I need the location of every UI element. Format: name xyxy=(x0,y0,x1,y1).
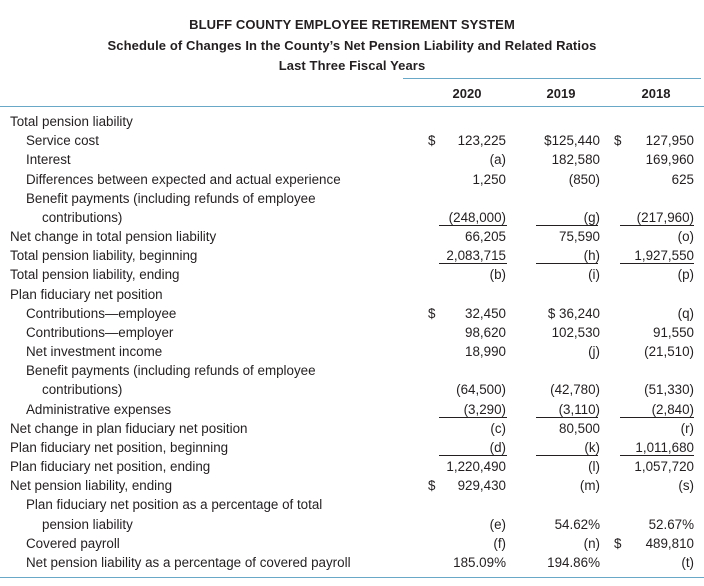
column-header-2020: 2020 xyxy=(452,86,482,101)
cell-2019: 182,580 xyxy=(551,152,600,167)
table-row xyxy=(0,150,704,169)
table-row xyxy=(0,170,704,189)
cell-2019: (i) xyxy=(588,267,600,282)
cell-2018: (p) xyxy=(677,267,694,282)
cell-2019: (l) xyxy=(588,459,600,474)
report-period: Last Three Fiscal Years xyxy=(278,58,426,73)
row-label: Total pension liability xyxy=(10,114,133,129)
cell-2019: 194.86% xyxy=(547,555,600,570)
row-label: Contributions—employee xyxy=(26,306,177,321)
cell-2020: 1,250 xyxy=(472,172,506,187)
row-label: Net change in total pension liability xyxy=(10,229,217,244)
table-row xyxy=(0,285,704,304)
table-row xyxy=(0,342,704,361)
cell-2019: (m) xyxy=(579,478,600,493)
cell-2018: (s) xyxy=(678,478,694,493)
column-header-rule xyxy=(0,106,704,107)
cell-2019: $125,440 xyxy=(544,133,600,148)
row-label: Plan fiduciary net position, beginning xyxy=(10,440,229,455)
row-label: pension liability xyxy=(42,517,133,532)
dollar-sign: $ xyxy=(428,133,436,148)
cell-2020: (b) xyxy=(489,267,506,282)
row-label: Plan fiduciary net position xyxy=(10,287,163,302)
cell-2020: 2,083,715 xyxy=(446,248,506,263)
cell-2020: (248,000) xyxy=(448,210,506,225)
row-label: Plan fiduciary net position as a percentage of total xyxy=(26,497,323,512)
row-label: Interest xyxy=(26,152,71,167)
subtotal-underline xyxy=(439,417,507,418)
cell-2020: 1,220,490 xyxy=(446,459,506,474)
row-label: Benefit payments (including refunds of employee xyxy=(26,191,316,206)
row-label: Total pension liability, ending xyxy=(10,267,180,282)
row-label: Total pension liability, beginning xyxy=(10,248,198,263)
table-row xyxy=(0,553,704,572)
table-row xyxy=(0,246,704,265)
subtotal-underline xyxy=(620,263,694,264)
subtotal-underline xyxy=(439,225,507,226)
row-label: Service cost xyxy=(26,133,99,148)
row-label: Net investment income xyxy=(26,344,163,359)
table-row xyxy=(0,476,704,495)
cell-2018: (21,510) xyxy=(644,344,694,359)
table-row xyxy=(0,304,704,323)
cell-2020: 98,620 xyxy=(465,325,506,340)
table-row xyxy=(0,131,704,150)
table-row xyxy=(0,265,704,284)
cell-2018: 52.67% xyxy=(648,517,694,532)
row-label: Net pension liability, ending xyxy=(10,478,173,493)
row-label: contributions) xyxy=(42,382,123,397)
cell-2019: (850) xyxy=(568,172,600,187)
cell-2020: (f) xyxy=(493,536,506,551)
cell-2020: (d) xyxy=(489,440,506,455)
cell-2020: (e) xyxy=(489,517,506,532)
column-header-2019: 2019 xyxy=(546,86,576,101)
cell-2019: $ 36,240 xyxy=(547,306,600,321)
subtotal-underline xyxy=(620,455,694,456)
dollar-sign: $ xyxy=(614,133,622,148)
cell-2020: 185.09% xyxy=(453,555,506,570)
dollar-sign: $ xyxy=(614,536,622,551)
cell-2019: (j) xyxy=(588,344,600,359)
cell-2019: (g) xyxy=(583,210,600,225)
cell-2018: 625 xyxy=(671,172,694,187)
cell-2019: 75,590 xyxy=(559,229,600,244)
subtotal-underline xyxy=(536,417,598,418)
row-label: Net pension liability as a percentage of covered payroll xyxy=(26,555,351,570)
cell-2018: (r) xyxy=(680,421,694,436)
cell-2020: 32,450 xyxy=(465,306,506,321)
cell-2020: (c) xyxy=(490,421,506,436)
table-row xyxy=(0,208,704,227)
cell-2019: 54.62% xyxy=(554,517,600,532)
cell-2018: (217,960) xyxy=(636,210,694,225)
cell-2019: (k) xyxy=(584,440,600,455)
report-title: BLUFF COUNTY EMPLOYEE RETIREMENT SYSTEM xyxy=(189,17,515,32)
cell-2019: (n) xyxy=(583,536,600,551)
row-label: Administrative expenses xyxy=(26,402,172,417)
subtotal-underline xyxy=(620,225,694,226)
subtotal-underline xyxy=(536,455,598,456)
row-label: Differences between expected and actual experience xyxy=(26,172,341,187)
cell-2020: (a) xyxy=(489,152,506,167)
table-row xyxy=(0,323,704,342)
cell-2020: (3,290) xyxy=(463,402,506,417)
cell-2019: 102,530 xyxy=(551,325,600,340)
bottom-rule xyxy=(0,577,704,578)
cell-2018: 91,550 xyxy=(653,325,694,340)
table-row xyxy=(0,400,704,419)
table-row xyxy=(0,361,704,380)
cell-2018: (51,330) xyxy=(644,382,694,397)
row-label: contributions) xyxy=(42,210,123,225)
subtotal-underline xyxy=(439,263,507,264)
table-row xyxy=(0,419,704,438)
cell-2018: (t) xyxy=(681,555,694,570)
table-row xyxy=(0,112,704,131)
subtotal-underline xyxy=(620,417,694,418)
table-row xyxy=(0,380,704,399)
cell-2018: 1,057,720 xyxy=(634,459,694,474)
dollar-sign: $ xyxy=(428,478,436,493)
cell-2018: 1,011,680 xyxy=(635,440,694,455)
cell-2018: (q) xyxy=(677,306,694,321)
cell-2020: 123,225 xyxy=(457,133,506,148)
table-row xyxy=(0,534,704,553)
cell-2019: (3,110) xyxy=(558,402,600,417)
cell-2018: 127,950 xyxy=(645,133,694,148)
cell-2019: (h) xyxy=(583,248,600,263)
cell-2018: (2,840) xyxy=(651,402,694,417)
table-row xyxy=(0,227,704,246)
row-label: Covered payroll xyxy=(26,536,120,551)
cell-2018: 169,960 xyxy=(645,152,694,167)
dollar-sign: $ xyxy=(428,306,436,321)
row-label: Benefit payments (including refunds of employee xyxy=(26,363,316,378)
cell-2020: (64,500) xyxy=(456,382,506,397)
cell-2019: (42,780) xyxy=(550,382,600,397)
cell-2020: 18,990 xyxy=(465,344,506,359)
cell-2018: 1,927,550 xyxy=(634,248,694,263)
row-label: Contributions—employer xyxy=(26,325,174,340)
subtotal-underline xyxy=(536,263,598,264)
header-rule xyxy=(403,78,701,79)
row-label: Net change in plan fiduciary net position xyxy=(10,421,248,436)
table-row xyxy=(0,457,704,476)
subtotal-underline xyxy=(536,225,598,226)
table-row xyxy=(0,189,704,208)
table-row xyxy=(0,438,704,457)
cell-2018: (o) xyxy=(677,229,694,244)
report-subtitle: Schedule of Changes In the County’s Net Pension Liability and Related Ratios xyxy=(107,38,597,53)
cell-2020: 66,205 xyxy=(465,229,506,244)
table-row xyxy=(0,515,704,534)
row-label: Plan fiduciary net position, ending xyxy=(10,459,211,474)
column-header-2018: 2018 xyxy=(641,86,671,101)
subtotal-underline xyxy=(439,455,507,456)
cell-2018: 489,810 xyxy=(645,536,694,551)
cell-2020: 929,430 xyxy=(457,478,506,493)
table-row xyxy=(0,495,704,514)
cell-2019: 80,500 xyxy=(559,421,600,436)
